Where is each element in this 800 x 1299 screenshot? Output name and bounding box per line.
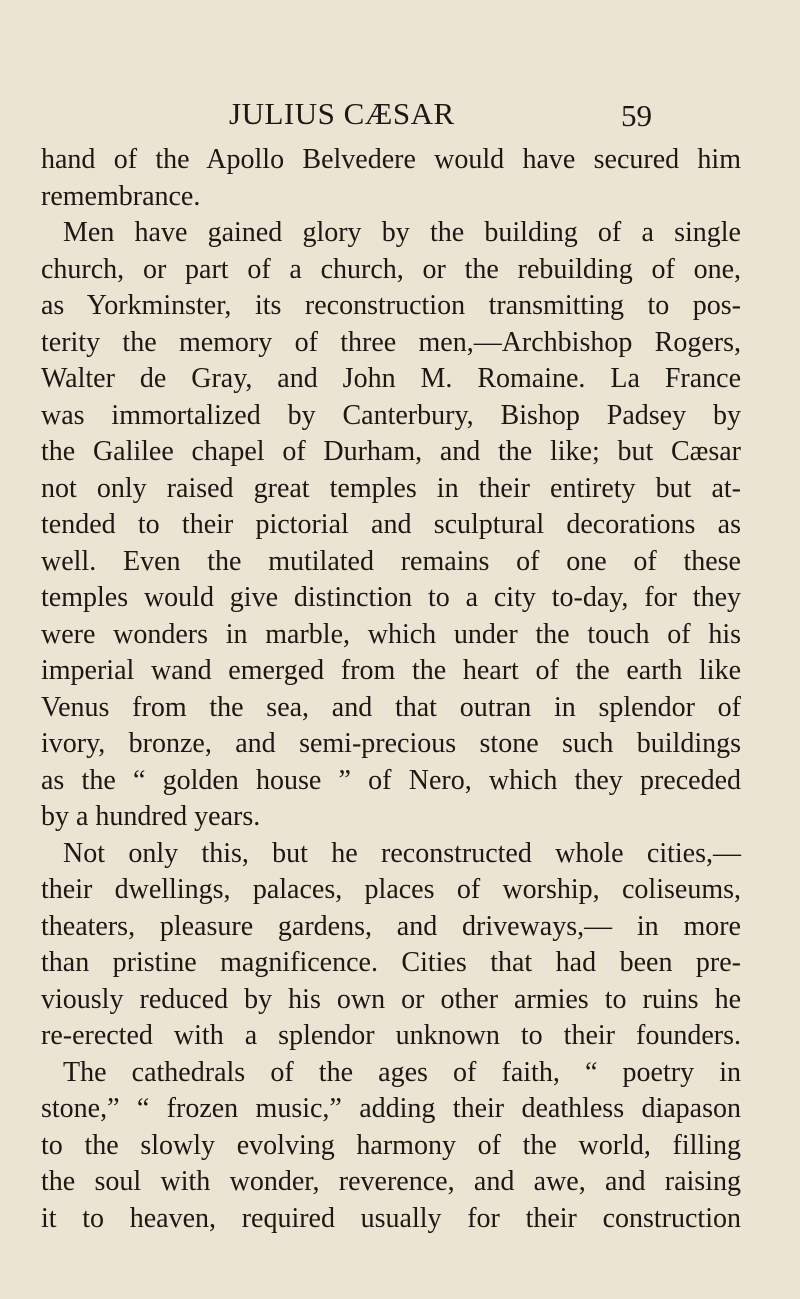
text-line: not only raised great temples in their entirety but at-: [41, 472, 741, 504]
text-line: hand of the Apollo Belvedere would have secured him: [41, 144, 741, 175]
text-line: The cathedrals of the ages of faith, “ poetry in: [63, 1056, 741, 1088]
text-line: Men have gained glory by the building of a single: [63, 217, 741, 248]
text-line: the Galilee chapel of Durham, and the like; but Cæsar: [41, 436, 741, 467]
text-line: Venus from the sea, and that outran in splendor of: [41, 691, 741, 723]
running-title: JULIUS CÆSAR: [229, 96, 455, 131]
text-line: than pristine magnificence. Cities that had been pre-: [41, 947, 741, 978]
text-line: imperial wand emerged from the heart of the earth like: [41, 655, 741, 686]
text-line: remembrance.: [41, 180, 201, 212]
text-line: well. Even the mutilated remains of one of these: [41, 545, 741, 577]
text-line: as Yorkminster, its reconstruction transmitting to pos-: [41, 290, 741, 321]
text-line: church, or part of a church, or the rebuilding of one,: [41, 253, 741, 285]
text-line: Walter de Gray, and John M. Romaine. La France: [41, 363, 741, 394]
text-line: re-erected with a splendor unknown to their founders.: [41, 1020, 741, 1051]
text-line: temples would give distinction to a city to-day, for they: [41, 582, 741, 613]
text-line: it to heaven, required usually for their construction: [41, 1202, 741, 1234]
text-line: by a hundred years.: [41, 801, 261, 832]
text-line: stone,” “ frozen music,” adding their deathless diapason: [41, 1093, 741, 1124]
text-line: terity the memory of three men,—Archbishop Rogers,: [41, 326, 741, 358]
text-line: theaters, pleasure gardens, and driveways,— in more: [41, 910, 741, 942]
text-line: to the slowly evolving harmony of the world, filling: [41, 1129, 741, 1161]
page-number: 59: [621, 98, 652, 133]
body-text: [41, 142, 741, 1237]
text-line: were wonders in marble, which under the touch of his: [41, 618, 741, 650]
text-line: tended to their pictorial and sculptural decorations as: [41, 509, 741, 540]
text-line: viously reduced by his own or other armies to ruins he: [41, 983, 741, 1015]
text-line: Not only this, but he reconstructed whole cities,—: [63, 837, 741, 869]
running-head: [0, 96, 800, 136]
text-line: the soul with wonder, reverence, and awe, and raising: [41, 1166, 741, 1197]
text-line: their dwellings, palaces, places of worship, coliseums,: [41, 874, 741, 905]
text-line: was immortalized by Canterbury, Bishop Padsey by: [41, 399, 741, 431]
text-line: as the “ golden house ” of Nero, which they preceded: [41, 764, 741, 796]
text-line: ivory, bronze, and semi-precious stone such buildings: [41, 728, 741, 759]
